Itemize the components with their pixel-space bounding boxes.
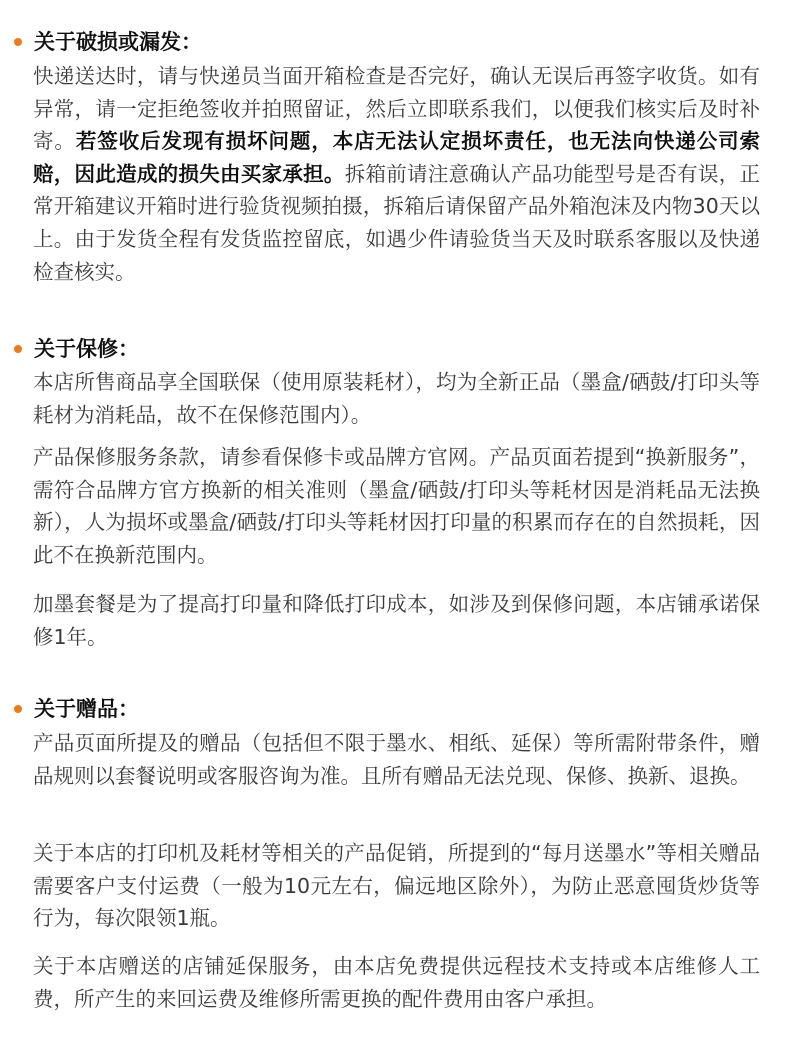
section-heading-warranty	[14, 334, 139, 364]
heading-text: 关于保修：	[34, 337, 139, 361]
damage-text-after: 拆箱前请注意确认产品功能型号是否有误，正常开箱建议开箱时进行验货视频拍摄，拆箱后请保留产品外箱泡沫及内物30天以上。由于发货全程有发货监控留底，如遇少件请验货当天及时联系客服以及快递检查核实。	[33, 161, 761, 284]
bullet-dot-icon	[14, 345, 22, 353]
bullet-dot-icon	[14, 705, 22, 713]
warranty-paragraph-2: 产品保修服务条款，请参看保修卡或品牌方官网。产品页面若提到“换新服务”，需符合品牌方官方换新的相关准则（墨盒/硒鼓/打印头等耗材因是消耗品无法换新），人为损坏或墨盒/硒鼓/打印头等耗材因打印量的积累而存在的自然损耗，因此不在换新范围内。	[33, 445, 760, 567]
bullet-dot-icon	[14, 38, 22, 46]
damage-paragraph	[33, 60, 760, 288]
gifts-paragraph-2: 关于本店的打印机及耗材等相关的产品促销，所提到的“每月送墨水”等相关赠品需要客户支付运费（一般为10元左右，偏远地区除外），为防止恶意囤货炒货等行为，每次限领1瓶。	[33, 841, 760, 931]
heading-text: 关于破损或漏发：	[34, 30, 202, 54]
damage-text-bold: 若签收后发现有损坏问题，本店无法认定损坏责任，也无法向快递公司索赔，因此造成的损失由买家承担。	[33, 129, 761, 186]
warranty-paragraph-3: 加墨套餐是为了提高打印量和降低打印成本，如涉及到保修问题，本店铺承诺保修1年。	[33, 592, 760, 649]
warranty-paragraph-1: 本店所售商品享全国联保（使用原装耗材），均为全新正品（墨盒/硒鼓/打印头等耗材为消耗品，故不在保修范围内）。	[33, 370, 760, 427]
damage-text-before: 快递送达时，请与快递员当面开箱检查是否完好，确认无误后再签字收货。如有异常，请一定拒绝签收并拍照留证，然后立即联系我们，以便我们核实后及时补寄。	[33, 64, 760, 154]
gifts-paragraph-1: 产品页面所提及的赠品（包括但不限于墨水、相纸、延保）等所需附带条件，赠品规则以套餐说明或客服咨询为准。且所有赠品无法兑现、保修、换新、退换。	[33, 731, 760, 788]
section-heading-damage	[14, 27, 202, 57]
gifts-paragraph-3: 关于本店赠送的店铺延保服务，由本店免费提供远程技术支持或本店维修人工费，所产生的来回运费及维修所需更换的配件费用由客户承担。	[33, 954, 760, 1011]
section-heading-gifts	[14, 694, 139, 724]
heading-text: 关于赠品：	[34, 697, 139, 721]
